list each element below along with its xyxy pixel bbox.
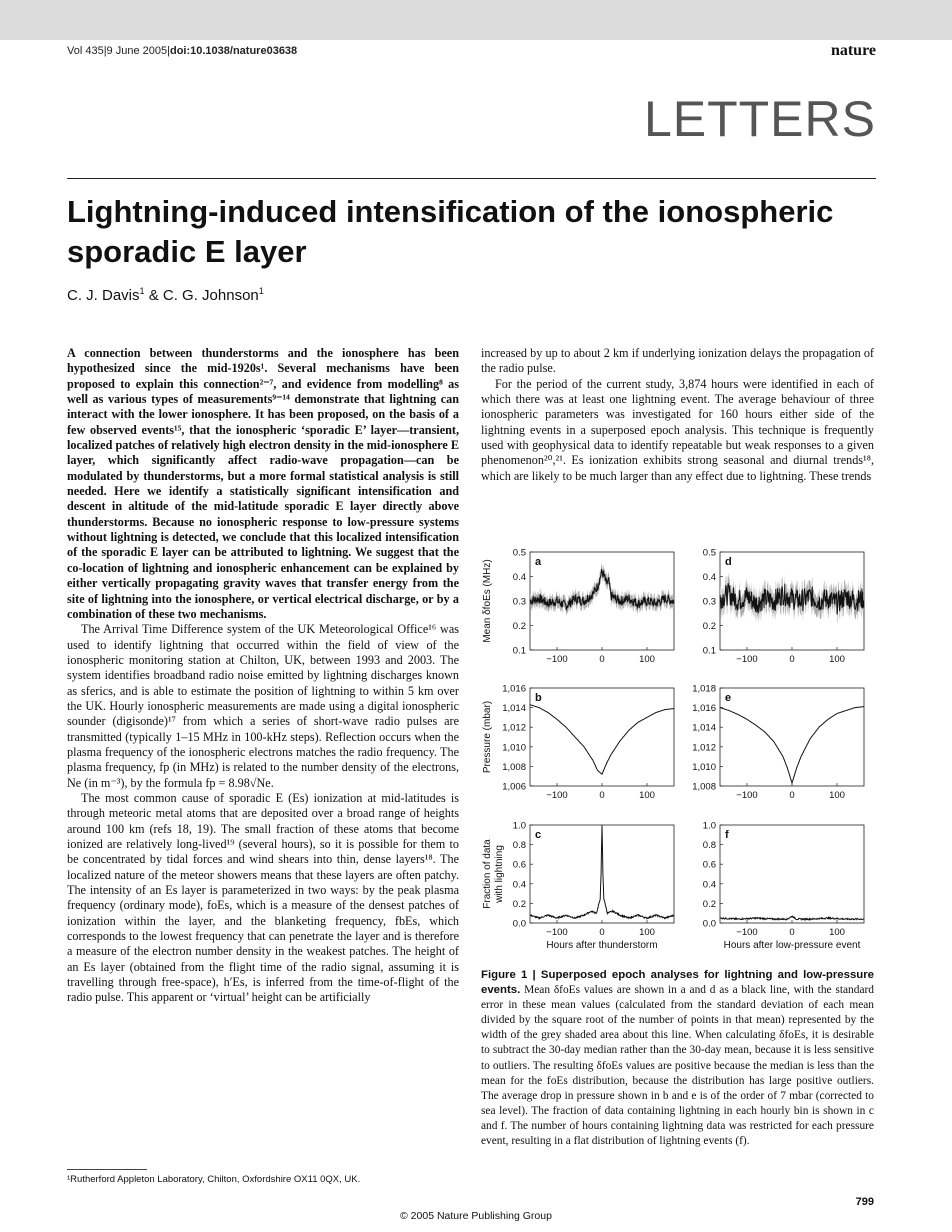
x-tick-label: 0 bbox=[599, 790, 605, 801]
journal-volume: Vol 435|9 June 2005| bbox=[67, 45, 170, 57]
y-tick-label: 0.3 bbox=[702, 596, 716, 608]
y-tick-label: 0.6 bbox=[512, 859, 526, 871]
x-tick-label: −100 bbox=[546, 790, 568, 801]
panel-label-b: b bbox=[535, 692, 542, 704]
x-tick-label: −100 bbox=[736, 927, 758, 938]
y-tick-label: 0.8 bbox=[512, 840, 526, 852]
author-1: C. J. Davis bbox=[67, 287, 140, 304]
series-line-b bbox=[530, 705, 674, 775]
y-tick-label: 1,014 bbox=[692, 722, 716, 734]
figure-1 bbox=[478, 542, 878, 957]
footnote-rule bbox=[67, 1169, 147, 1170]
y-tick-label: 0.4 bbox=[512, 572, 526, 583]
y-tick-label: 0.5 bbox=[702, 547, 716, 559]
y-tick-label: 0.0 bbox=[702, 918, 716, 930]
y-axis-label: Pressure (mbar) bbox=[482, 700, 493, 774]
panel-frame-b bbox=[530, 688, 674, 786]
y-tick-label: 0.1 bbox=[512, 645, 526, 657]
figure-caption bbox=[481, 968, 874, 1149]
author-1-affil: 1 bbox=[139, 286, 145, 296]
author-2: C. G. Johnson bbox=[162, 287, 259, 304]
page-number: 799 bbox=[855, 1196, 874, 1208]
article-title: Lightning-induced intensification of the ionospheric sporadic E layer bbox=[67, 194, 834, 269]
x-tick-label: −100 bbox=[736, 654, 758, 665]
panel-label-d: d bbox=[725, 556, 732, 568]
y-tick-label: 0.4 bbox=[702, 879, 716, 891]
y-tick-label: 0.8 bbox=[702, 840, 716, 852]
y-tick-label: 1,012 bbox=[502, 722, 526, 734]
panel-label-e: e bbox=[725, 692, 732, 704]
y-tick-label: 1,008 bbox=[692, 781, 716, 793]
series-line-c bbox=[530, 825, 674, 919]
y-tick-label: 1.0 bbox=[702, 820, 716, 832]
authors bbox=[67, 286, 264, 304]
x-tick-label: 100 bbox=[829, 927, 845, 938]
panel-frame-f bbox=[720, 825, 864, 923]
nature-logo: nature bbox=[830, 42, 876, 59]
x-tick-label: 100 bbox=[829, 654, 845, 665]
y-tick-label: 0.2 bbox=[702, 621, 716, 632]
y-tick-label: 0.3 bbox=[512, 596, 526, 608]
y-tick-label: 1,006 bbox=[502, 781, 526, 793]
y-tick-label: 1,018 bbox=[692, 683, 716, 695]
author-separator: & bbox=[144, 287, 163, 304]
y-tick-label: 1,012 bbox=[692, 742, 716, 754]
y-tick-label: 1.0 bbox=[512, 820, 526, 832]
y-tick-label: 0.2 bbox=[512, 898, 526, 910]
y-tick-label: 1,016 bbox=[692, 703, 716, 715]
y-tick-label: 0.2 bbox=[512, 621, 526, 632]
journal-info bbox=[67, 45, 297, 57]
y-tick-label: 1,008 bbox=[502, 761, 526, 773]
x-tick-label: −100 bbox=[546, 927, 568, 938]
x-tick-label: 0 bbox=[789, 654, 795, 665]
x-tick-label: 100 bbox=[829, 790, 845, 801]
copyright: © 2005 Nature Publishing Group bbox=[400, 1210, 552, 1222]
x-tick-label: 100 bbox=[639, 927, 655, 938]
series-line-e bbox=[720, 707, 864, 784]
body-column-1 bbox=[67, 346, 459, 1006]
x-axis-label: Hours after thunderstorm bbox=[546, 940, 658, 951]
body-paragraph: increased by up to about 2 km if underlying ionization delays the propagation of the radio pulse. bbox=[481, 346, 874, 376]
y-tick-label: 1,014 bbox=[502, 703, 526, 715]
y-axis-label: Fraction of datawith lightning bbox=[482, 839, 505, 909]
panel-frame-e bbox=[720, 688, 864, 786]
series-line-f bbox=[720, 916, 864, 920]
body-paragraph: The Arrival Time Difference system of the UK Meteorological Office¹⁶ was used to identify lightning that occurred within the field of view of the ionospheric monitoring station at Chilton, UK, between 1993 and 2003. The system identifies broadband radio noise emitted by lightning discharges known as sferics, and is able to estimate the position of lightning to within 5 km over the UK. Hourly ionospheric measurements are made using a digital ionospheric sounder (digisonde)¹⁷ from which a series of short-wave radio pulses are transmitted (typically 1–15 MHz in 100-kHz steps). Reflection occurs when the plasma frequency of the ionospheric electrons matches the radio frequency. The plasma frequency, fp (in MHz) is related to the number density of the electrons, Ne (in m⁻³), by the formula fp = 8.98√Ne. bbox=[67, 622, 459, 790]
doi-link[interactable]: doi:10.1038/nature03638 bbox=[169, 45, 298, 57]
y-tick-label: 0.6 bbox=[702, 859, 716, 871]
panel-label-a: a bbox=[535, 556, 542, 568]
author-2-affil: 1 bbox=[258, 286, 264, 296]
y-axis-label: Mean δfoEs (MHz) bbox=[482, 559, 493, 643]
x-tick-label: 0 bbox=[599, 927, 605, 938]
x-axis-label: Hours after low-pressure event bbox=[723, 940, 861, 951]
section-title: LETTERS bbox=[643, 91, 876, 147]
x-tick-label: −100 bbox=[736, 790, 758, 801]
y-tick-label: 0.5 bbox=[512, 547, 526, 559]
y-tick-label: 0.1 bbox=[702, 645, 716, 657]
panel-label-c: c bbox=[535, 829, 542, 841]
y-tick-label: 0.0 bbox=[512, 918, 526, 930]
y-tick-label: 1,010 bbox=[502, 742, 526, 754]
body-paragraph: For the period of the current study, 3,874 hours were identified in each of which there was at least one lightning event. The average behaviour of three ionospheric parameters was investigated for 160 hours either side of the lightning events in a superposed epoch analysis. This technique is frequently used with geophysical data to identify repeatable but weak responses to a given phenomenon²⁰,²¹. Es ionization exhibits strong seasonal and diurnal trends¹⁸, which are likely to be much larger than any effect due to lightning. These trends bbox=[481, 376, 874, 483]
y-tick-label: 1,016 bbox=[502, 683, 526, 695]
header-rule bbox=[67, 178, 876, 179]
caption-label: Figure 1 | Superposed epoch analyses for lightning and low-pressure events. bbox=[481, 969, 874, 997]
x-tick-label: 0 bbox=[599, 654, 605, 665]
header-bar bbox=[0, 0, 952, 40]
x-tick-label: 0 bbox=[789, 927, 795, 938]
footnote: ¹Rutherford Appleton Laboratory, Chilton, Oxfordshire OX11 0QX, UK. bbox=[67, 1174, 361, 1185]
x-tick-label: 100 bbox=[639, 790, 655, 801]
abstract: A connection between thunderstorms and the ionosphere has been hypothesized since the mid-1920s¹. Several mechanisms have been proposed to explain this connection²⁻⁷, and evidence from modelling⁸ as well as various types of measurements⁹⁻¹⁴ demonstrate that lightning can interact with the lower ionosphere. It has been proposed, on the basis of a few observed events¹⁵, that the ionospheric ‘sporadic E’ layer—transient, localized patches of relatively high electron density in the mid-ionosphere E layer, which significantly affect radio-wave propagation—can be modulated by thunderstorms, but a more formal statistical analysis is still needed. Here we identify a statistically significant intensification and descent in altitude of the mid-latitude sporadic E layer directly above thunderstorms. Because no ionospheric response to low-pressure systems without lightning is detected, we conclude that this localized intensification of the sporadic E layer can be attributed to lightning. We suggest that the co-location of lightning and ionospheric enhancement can be explained by either vertically propagating gravity waves that transfer energy from the site of lightning into the ionosphere, or vertical electrical discharge, or by a combination of these two mechanisms. bbox=[67, 346, 459, 621]
y-tick-label: 1,010 bbox=[692, 761, 716, 773]
y-tick-label: 0.4 bbox=[702, 572, 716, 583]
x-tick-label: −100 bbox=[546, 654, 568, 665]
body-column-2 bbox=[481, 346, 874, 484]
y-tick-label: 0.2 bbox=[702, 898, 716, 910]
panel-label-f: f bbox=[725, 829, 729, 841]
y-tick-label: 0.4 bbox=[512, 879, 526, 891]
x-tick-label: 0 bbox=[789, 790, 795, 801]
body-paragraph: The most common cause of sporadic E (Es) ionization at mid-latitudes is through meteoric metal atoms that are deposited over a broad range of heights around 100 km (refs 18, 19). The small fraction of these atoms that become ionized are relatively long-lived¹⁹ (several hours), so it is possible for them to be concentrated by tidal forces and wind shears into thin, dense layers¹⁸. The localized nature of the meteor showers means that these layers are often patchy. The intensity of an Es layer is parameterized in two ways: by the peak plasma frequency (ordinary mode), foEs, which is a measure of the densest patches of ionization within the layer, and the blanketing frequency, fbEs, which corresponds to the lowest frequency that can penetrate the layer and is therefore a measure of the electron number density in the weakest patches. The height of an Es layer (obtained from the flight time of the radio signal, assuming it is travelling through free-space), h′Es, is inferred from the time-of-flight of the radio pulse. This apparent or ‘virtual’ height can be artificially bbox=[67, 790, 459, 1005]
caption-text: Mean δfoEs values are shown in a and d as a black line, with the standard error in these mean values (calculated from the standard deviation of each mean divided by the square root of the number of points in that mean) represented by the width of the grey shaded area about this line. When calculating δfoEs, it is desirable to subtract the 30-day median rather than the 30-day mean, because it is less sensitive to outliers. The resulting δfoEs values are positive because the median is less than the mean for the foEs distribution, because the distribution has large positive outliers. The average drop in pressure shown in b and e is of the order of 7 mbar (corrected to sea level). The fraction of data containing lightning in each hourly bin is shown in c and f. The number of hours containing lightning data was restricted for each pressure event, resulting in a flat distribution of lightning events (f). bbox=[481, 984, 874, 1148]
x-tick-label: 100 bbox=[639, 654, 655, 665]
